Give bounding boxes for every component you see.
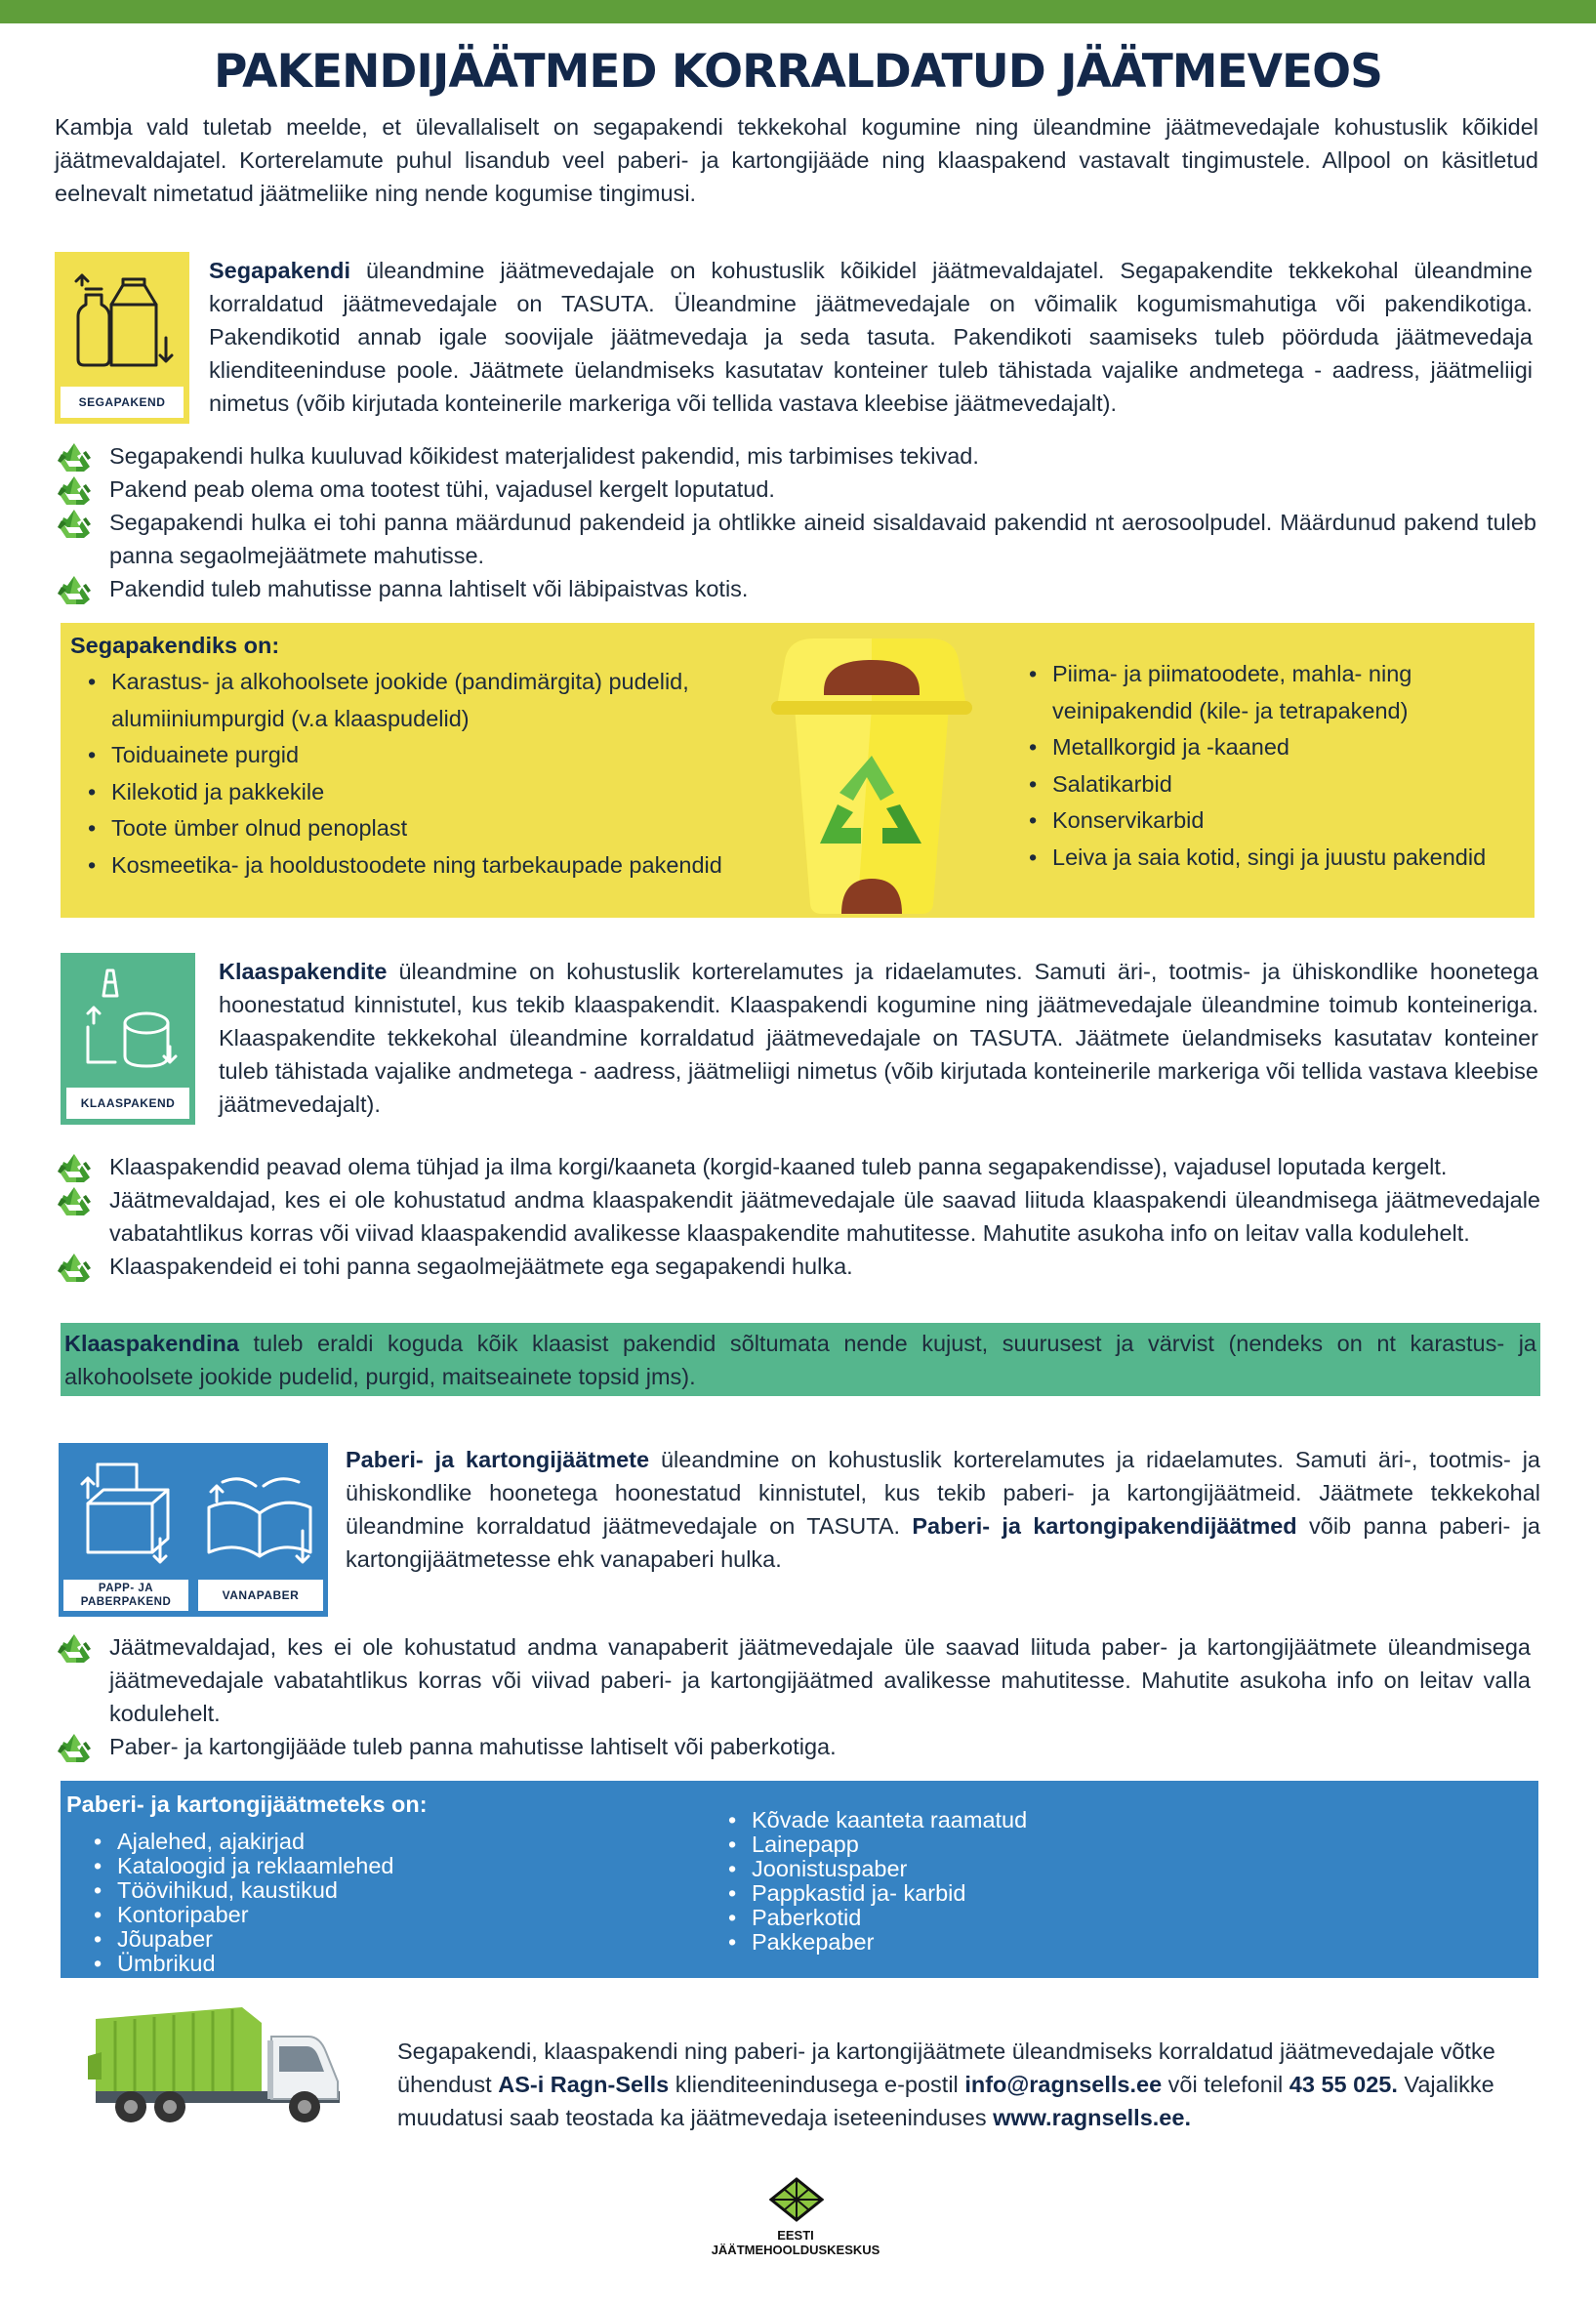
- recycle-icon: [57, 1152, 92, 1183]
- list-item: • Pappkastid ja- karbid: [716, 1881, 1322, 1906]
- klaaspakend-icon-label: KLAASPAKEND: [66, 1088, 189, 1119]
- open-book-icon: [193, 1443, 328, 1580]
- list-item: • Joonistuspaber: [716, 1857, 1322, 1881]
- segapakend-list-right: [1017, 656, 1525, 876]
- klaaspakend-paragraph: [219, 955, 1538, 1121]
- list-item: • Kontoripaber: [82, 1903, 687, 1927]
- recycle-icon: [57, 1185, 92, 1216]
- rule-item: [55, 1250, 1540, 1283]
- list-item: • Kataloogid ja reklaamlehed: [82, 1854, 687, 1878]
- rule-item: [55, 1630, 1531, 1730]
- list-item: • Toiduainete purgid: [76, 737, 798, 774]
- list-item: • Paberkotid: [716, 1906, 1322, 1930]
- recycle-icon: [57, 1252, 92, 1283]
- logo-line-1: EESTI: [777, 2228, 814, 2243]
- rule-text: Pakendid tuleb mahutisse panna lahtiselt või läbipaistvas kotis.: [109, 576, 749, 601]
- rule-text: Jäätmevaldajad, kes ei ole kohustatud andma klaaspakendit jäätmevedajale üle saavad liituda klaaspakendi üleandmisega jäätmevedajale vabatahtlikus korras või viivad klaaspakendid avalikesse klaaspakendite mahutitesse. Mahutite asukoha info on leitav valla kodulehelt.: [109, 1187, 1540, 1246]
- rule-item: [55, 1183, 1540, 1250]
- rule-item: [55, 1730, 1531, 1763]
- klaaspakend-band: [61, 1323, 1540, 1396]
- paber-description-end: võib panna paberi- ja kartongijäätmetesse ehk vanapaberi hulka.: [346, 1513, 1540, 1572]
- top-accent-bar: [0, 0, 1596, 23]
- paber-band: [61, 1781, 1538, 1978]
- glass-bottle-icon: [61, 953, 195, 1088]
- rule-item: [55, 506, 1536, 572]
- paber-icon-label-1: PAPP- JA PABERPAKEND: [63, 1580, 188, 1611]
- list-item: • Kilekotid ja pakkekile: [76, 774, 798, 811]
- paber-term-2: Paberi- ja kartongipakendijäätmed: [912, 1513, 1297, 1539]
- rule-item: [55, 1150, 1540, 1183]
- contact-phone: 43 55 025.: [1289, 2072, 1398, 2097]
- paber-icon-box: [59, 1443, 328, 1617]
- klaaspakend-band-term: Klaaspakendina: [64, 1331, 239, 1356]
- paber-list-right: [716, 1808, 1322, 1955]
- list-item: • Kõvade kaanteta raamatud: [716, 1808, 1322, 1832]
- diamond-logo-icon: [769, 2177, 824, 2222]
- klaaspakend-term: Klaaspakendite: [219, 959, 388, 984]
- recycle-icon: [57, 1732, 92, 1763]
- list-item: • Jõupaber: [82, 1927, 687, 1952]
- paber-paragraph: [346, 1443, 1540, 1576]
- list-item: • Piima- ja piimatoodete, mahla- ning veinipakendid (kile- ja tetrapakend): [1017, 656, 1525, 729]
- paber-rules: [55, 1630, 1531, 1763]
- paber-description: üleandmine on kohustuslik korterelamutes ja ridaelamutes. Samuti äri-, tootmis- ja ühiskondlike hoonetega hoonestatud kinnistutel, kus tekib paberi- ja kartongijäätmeid. Jäätmete tekkekohal üleandmine korraldatud jäätmevedajale on TASUTA.: [346, 1447, 1540, 1539]
- segapakend-band: [61, 623, 1535, 918]
- list-item: • Konservikarbid: [1017, 803, 1525, 840]
- paber-list-left: [82, 1830, 687, 1976]
- paber-icon-label-2: VANAPABER: [198, 1580, 323, 1611]
- segapakend-paragraph: [209, 254, 1533, 420]
- contact-text: klienditeenindusega e-postil: [669, 2072, 965, 2097]
- contact-text: Segapakendi, klaaspakendi ning paberi- ja kartongijäätmete üleandmiseks korraldatud jäätmevedajale võtke ühendust: [397, 2038, 1495, 2097]
- paber-term: Paberi- ja kartongijäätmete: [346, 1447, 650, 1472]
- company-name: AS-i Ragn-Sells: [498, 2072, 670, 2097]
- recycle-icon: [57, 474, 92, 506]
- contact-email: info@ragnsells.ee: [964, 2072, 1163, 2097]
- segapakend-rules: [55, 439, 1536, 605]
- contact-text: Vajalikke muudatusi saab teostada ka jäätmevedaja iseteeninduses: [397, 2072, 1494, 2130]
- list-item: • Toote ümber olnud penoplast: [76, 810, 798, 847]
- list-item: • Töövihikud, kaustikud: [82, 1878, 687, 1903]
- rule-text: Pakend peab olema oma tootest tühi, vajadusel kergelt loputatud.: [109, 476, 775, 502]
- rule-text: Segapakendi hulka kuuluvad kõikidest materjalidest pakendid, mis tarbimises tekivad.: [109, 443, 979, 469]
- list-item: • Salatikarbid: [1017, 766, 1525, 803]
- rule-text: Segapakendi hulka ei tohi panna määrdunud pakendeid ja ohtlikke aineid sisaldavaid pakendid nt aerosoolpudel. Määrdunud pakend tuleb panna segaolmejäätmete mahutisse.: [109, 510, 1536, 568]
- list-item: • Ümbrikud: [82, 1952, 687, 1976]
- cardboard-box-icon: [59, 1443, 193, 1580]
- bottle-carton-icon: [55, 252, 189, 387]
- rule-text: Paber- ja kartongijääde tuleb panna mahutisse lahtiselt või paberkotiga.: [109, 1734, 837, 1759]
- list-item: • Leiva ja saia kotid, singi ja juustu pakendid: [1017, 840, 1525, 877]
- segapakend-icon-label: SEGAPAKEND: [61, 387, 184, 418]
- intro-paragraph: Kambja vald tuletab meelde, et ülevallaliselt on segapakendi tekkekohal kogumine ning üleandmine jäätmevedajale kohustuslik kõikidel jäätmevaldajatel. Korterelamute puhul lisandub veel paberi- ja kartongijääde ning klaaspakend vastavalt tingimustele. Allpool on käsitletud eelnevalt nimetatud jäätmeliike ning nende kogumise tingimusi.: [55, 114, 1538, 206]
- page-title: PAKENDIJÄÄTMED KORRALDATUD JÄÄTMEVEOS: [214, 45, 1382, 99]
- segapakend-icon-box: [55, 252, 189, 424]
- list-item: • Ajalehed, ajakirjad: [82, 1830, 687, 1854]
- rule-item: [55, 439, 1536, 473]
- paber-band-heading: Paberi- ja kartongijäätmeteks on:: [66, 1791, 428, 1817]
- segapakend-description: üleandmine jäätmevedajale on kohustuslik kõikidel jäätmevaldajatel. Segapakendite tekkekohal üleandmine korraldatud jäätmevedajale on TASUTA. Üleandmine jäätmevedajale on võimalik kogumismahutiga või pakendikotiga. Pakendikotid annab igale soovijale jäätmevedaja ja seda tasuta. Pakendikoti saamiseks tuleb pöörduda jäätmevedaja klienditeeninduse poole. Jäätmete üelandmiseks kasutatav konteiner tuleb tähistada vajalike andmetega - aadress, jäätmeliigi nimetus (võib kirjutada konteinerile markeriga või tellida vastava kleebise jäätmevedajalt).: [209, 258, 1533, 416]
- rule-text: Klaaspakendeid ei tohi panna segaolmejäätmete ega segapakendi hulka.: [109, 1254, 853, 1279]
- organisation-logo-text: [674, 2228, 918, 2257]
- list-item: • Metallkorgid ja -kaaned: [1017, 729, 1525, 766]
- segapakend-band-heading: Segapakendiks on:: [70, 633, 280, 658]
- contact-text: või telefonil: [1162, 2072, 1289, 2097]
- list-item: • Lainepapp: [716, 1832, 1322, 1857]
- rule-text: Jäätmevaldajad, kes ei ole kohustatud andma vanapaberit jäätmevedajale üle saavad liituda paber- ja kartongijäätmete üleandmisega jäätmevedajale vabatahtlikus korras või viivad paberi- ja kartongijäätmed avalikesse mahutitesse. Mahutite asukoha info on leitav valla kodulehelt.: [109, 1634, 1531, 1726]
- segapakend-term: Segapakendi: [209, 258, 350, 283]
- klaaspakend-band-text: tuleb eraldi koguda kõik klaasist pakendid sõltumata nende kujust, suurusest ja värvist (nendeks on nt karastus- ja alkohoolsete jookide pudelid, purgid, maitseainete topsid jms).: [64, 1331, 1536, 1389]
- recycling-bin-icon: [771, 631, 972, 914]
- klaaspakend-rules: [55, 1150, 1540, 1283]
- rule-item: [55, 473, 1536, 506]
- recycle-icon: [57, 1632, 92, 1664]
- segapakend-list-left: [76, 664, 798, 884]
- recycle-icon: [57, 441, 92, 473]
- klaaspakend-icon-box: [61, 953, 195, 1125]
- garbage-truck-icon: [86, 1997, 349, 2134]
- list-item: • Pakkepaber: [716, 1930, 1322, 1955]
- list-item: • Kosmeetika- ja hooldustoodete ning tarbekaupade pakendid: [76, 847, 798, 885]
- rule-item: [55, 572, 1536, 605]
- klaaspakend-description: üleandmine on kohustuslik korterelamutes ja ridaelamutes. Samuti äri-, tootmis- ja ühiskondlike hoonetega hoonestatud kinnistutel, kus tekib klaaspakendit. Klaaspakendi kogumine ning jäätmevedajale üleandmine toimub konteineriga. Klaaspakendite tekkekohal üleandmine korraldatud jäätmevedajale on TASUTA. Jäätmete üelandmiseks kasutatav konteiner tuleb tähistada vajalike andmetega - aadress, jäätmeliigi nimetus (võib kirjutada konteinerile markeriga või tellida vastava kleebise jäätmevedajalt).: [219, 959, 1538, 1117]
- rule-text: Klaaspakendid peavad olema tühjad ja ilma korgi/kaaneta (korgid-kaaned tuleb panna segapakendisse), vajadusel loputada kergelt.: [109, 1154, 1448, 1179]
- list-item: • Karastus- ja alkohoolsete jookide (pandimärgita) pudelid, alumiiniumpurgid (v.a klaaspudelid): [76, 664, 798, 737]
- contact-website: www.ragnsells.ee.: [993, 2105, 1191, 2130]
- recycle-icon: [57, 508, 92, 539]
- logo-line-2: JÄÄTMEHOOLDUSKESKUS: [711, 2243, 880, 2257]
- recycle-icon: [57, 574, 92, 605]
- contact-paragraph: [397, 2035, 1539, 2134]
